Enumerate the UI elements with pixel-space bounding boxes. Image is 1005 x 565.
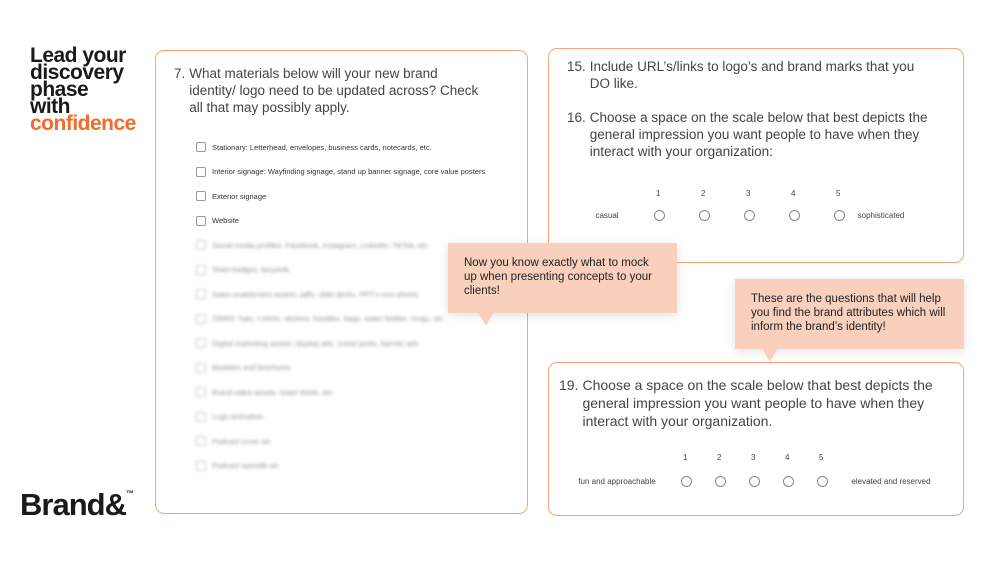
question-number: 7.	[174, 66, 186, 81]
scale-number: 5	[836, 189, 841, 198]
headline-line: with	[30, 95, 70, 118]
logo-text: Brand&	[20, 487, 126, 522]
scale-number: 2	[717, 453, 722, 462]
callout-questions	[735, 279, 964, 349]
checkbox-option[interactable]	[196, 412, 263, 422]
headline-line: discovery	[30, 61, 124, 84]
scale-number: 3	[746, 189, 751, 198]
callout-tail	[762, 348, 778, 362]
question-number: 19.	[559, 377, 579, 393]
trademark: ™	[125, 489, 134, 498]
question-15	[567, 58, 927, 92]
callout-text: Now you know exactly what to mock up when presenting concepts to your clients!	[464, 257, 652, 297]
checkbox-option[interactable]	[196, 436, 270, 446]
checkbox[interactable]	[196, 289, 206, 299]
question-number: 15.	[567, 59, 586, 74]
question-19	[559, 376, 959, 430]
option-label: Website	[212, 216, 239, 225]
checkbox-option[interactable]	[196, 167, 485, 177]
scale-radio[interactable]	[789, 210, 800, 221]
checkbox-option[interactable]	[196, 265, 290, 275]
scale-number: 2	[701, 189, 706, 198]
option-label: Podcast episode art	[212, 461, 279, 470]
checkbox[interactable]	[196, 167, 206, 177]
checkbox-option[interactable]	[196, 461, 278, 471]
option-label: SWAG: hats, t-shirts, stickers, hoodies, bags, water bottles, mugs, etc	[212, 314, 444, 323]
option-label: Exterior signage	[212, 191, 267, 201]
scale-number: 1	[656, 189, 661, 198]
question-text: What materials below will your new brand identity/ logo need to be updated across? Check all that may possibly apply.	[189, 66, 479, 115]
checkbox[interactable]	[196, 265, 206, 275]
scale-number: 4	[785, 453, 790, 462]
callout-tail	[478, 312, 494, 326]
scale-right-label: sophisticated	[857, 211, 905, 220]
scale-radio[interactable]	[817, 476, 828, 487]
scale-radio[interactable]	[749, 476, 760, 487]
scale-radio[interactable]	[681, 476, 692, 487]
scale-left-label: fun and approachable	[578, 477, 656, 486]
scale-radio[interactable]	[699, 210, 710, 221]
callout-mockup	[448, 243, 677, 313]
checkbox-option[interactable]	[196, 338, 418, 348]
checkbox-option[interactable]	[196, 387, 332, 397]
option-label: Interior signage: Wayfinding signage, stand up banner signage, core value posters	[212, 167, 486, 176]
checkbox[interactable]	[196, 363, 206, 373]
checkbox[interactable]	[196, 142, 206, 152]
option-label: Logo animation	[212, 412, 264, 421]
option-label: Podcast cover art	[212, 436, 271, 446]
checkbox[interactable]	[196, 436, 206, 446]
checkbox[interactable]	[196, 338, 206, 348]
checkbox-option[interactable]	[196, 289, 419, 299]
scale-radio[interactable]	[744, 210, 755, 221]
checkbox-option[interactable]	[196, 240, 428, 250]
question-16	[567, 109, 947, 160]
brand-logo	[20, 487, 134, 523]
checkbox[interactable]	[196, 387, 206, 397]
checkbox[interactable]	[196, 240, 206, 250]
scale-radio[interactable]	[783, 476, 794, 487]
checkbox-option[interactable]	[196, 363, 291, 373]
checkbox[interactable]	[196, 216, 206, 226]
option-label: Booklets and brochures	[212, 363, 291, 372]
checkbox-option[interactable]	[196, 142, 432, 152]
option-label: Stationary: Letterhead, envelopes, business cards, notecards, etc.	[212, 142, 432, 152]
scale-number: 4	[791, 189, 796, 198]
scale-radio[interactable]	[654, 210, 665, 221]
checkbox[interactable]	[196, 412, 206, 422]
checkbox[interactable]	[196, 191, 206, 201]
option-label: Digital marketing assets: display ads, social posts, banner ads	[212, 338, 419, 348]
checkbox-option[interactable]	[196, 216, 239, 226]
option-label: Brand video assets: lower thirds, etc	[212, 387, 333, 397]
question-15-16-card	[548, 48, 964, 263]
checkbox-option[interactable]	[196, 314, 443, 324]
question-number: 16.	[567, 110, 586, 125]
scale-radio[interactable]	[715, 476, 726, 487]
checkbox[interactable]	[196, 314, 206, 324]
option-label: Social media profiles: Facebook, Instagram, LinkedIn, TikTok, etc	[212, 240, 428, 250]
checkbox[interactable]	[196, 461, 206, 471]
scale-number: 5	[819, 453, 824, 462]
headline-accent: confidence	[30, 112, 136, 135]
headline	[30, 44, 136, 135]
checkbox-option[interactable]	[196, 191, 266, 201]
callout-text: These are the questions that will help you find the brand attributes which will inform the brand’s identity!	[751, 293, 946, 333]
scale-right-label: elevated and reserved	[851, 477, 931, 486]
headline-line: phase	[30, 78, 89, 101]
question-text: Choose a space on the scale below that best depicts the general impression you want people to have when they interact with your organization.	[582, 377, 933, 429]
headline-line: Lead your	[30, 44, 126, 67]
question-text: Include URL’s/links to logo’s and brand marks that you DO like.	[589, 59, 915, 91]
question-7	[174, 65, 484, 116]
scale-number: 3	[751, 453, 756, 462]
scale-left-label: casual	[595, 211, 619, 220]
question-text: Choose a space on the scale below that best depicts the general impression you want people to have when they interact with your organization:	[589, 110, 928, 159]
option-label: Team badges, lanyards	[212, 265, 290, 274]
scale-number: 1	[683, 453, 688, 462]
option-label: Sales enablement assets: pdfs, slide decks, PPT's one-sheets	[212, 289, 419, 299]
question-19-card	[548, 362, 964, 516]
